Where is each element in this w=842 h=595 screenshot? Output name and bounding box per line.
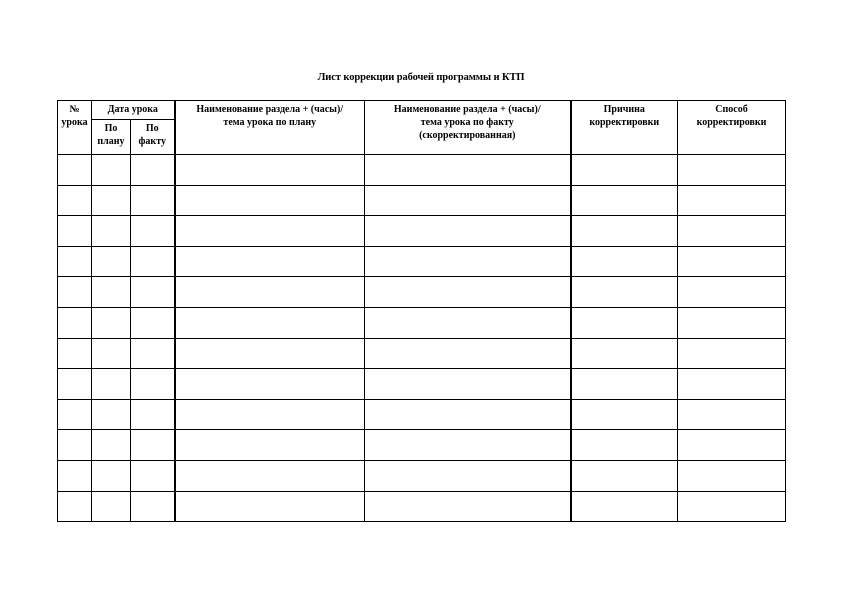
cell-lesson-no[interactable] xyxy=(58,369,92,400)
cell-plan-topic[interactable] xyxy=(175,460,365,491)
cell-by-plan[interactable] xyxy=(92,277,131,308)
cell-method[interactable] xyxy=(678,185,786,216)
cell-by-fact[interactable] xyxy=(131,246,175,277)
header-lesson-date: Дата урока xyxy=(92,101,175,120)
cell-plan-topic[interactable] xyxy=(175,338,365,369)
cell-fact-topic[interactable] xyxy=(365,246,571,277)
cell-plan-topic[interactable] xyxy=(175,369,365,400)
cell-method[interactable] xyxy=(678,338,786,369)
cell-by-plan[interactable] xyxy=(92,399,131,430)
cell-method[interactable] xyxy=(678,155,786,186)
cell-reason[interactable] xyxy=(571,491,678,522)
table-row xyxy=(58,246,786,277)
table-row xyxy=(58,399,786,430)
cell-reason[interactable] xyxy=(571,185,678,216)
cell-plan-topic[interactable] xyxy=(175,155,365,186)
cell-reason[interactable] xyxy=(571,460,678,491)
cell-reason[interactable] xyxy=(571,246,678,277)
cell-by-fact[interactable] xyxy=(131,338,175,369)
cell-by-plan[interactable] xyxy=(92,430,131,461)
cell-method[interactable] xyxy=(678,460,786,491)
table-row xyxy=(58,155,786,186)
cell-by-fact[interactable] xyxy=(131,216,175,247)
cell-reason[interactable] xyxy=(571,338,678,369)
table-row xyxy=(58,185,786,216)
table-row xyxy=(58,307,786,338)
table-row xyxy=(58,338,786,369)
cell-fact-topic[interactable] xyxy=(365,216,571,247)
cell-lesson-no[interactable] xyxy=(58,155,92,186)
cell-method[interactable] xyxy=(678,491,786,522)
header-lesson-no: № урока xyxy=(58,101,92,155)
cell-by-plan[interactable] xyxy=(92,338,131,369)
cell-by-fact[interactable] xyxy=(131,430,175,461)
header-reason: Причина корректировки xyxy=(571,101,678,155)
cell-by-plan[interactable] xyxy=(92,491,131,522)
cell-reason[interactable] xyxy=(571,307,678,338)
cell-lesson-no[interactable] xyxy=(58,491,92,522)
cell-plan-topic[interactable] xyxy=(175,246,365,277)
cell-by-fact[interactable] xyxy=(131,491,175,522)
cell-by-plan[interactable] xyxy=(92,369,131,400)
header-by-plan: По плану xyxy=(92,120,131,155)
cell-method[interactable] xyxy=(678,369,786,400)
header-row-1 xyxy=(58,101,786,120)
cell-fact-topic[interactable] xyxy=(365,430,571,461)
cell-by-fact[interactable] xyxy=(131,185,175,216)
cell-lesson-no[interactable] xyxy=(58,246,92,277)
cell-reason[interactable] xyxy=(571,216,678,247)
document-title: Лист коррекции рабочей программы и КТП xyxy=(317,72,525,83)
cell-by-plan[interactable] xyxy=(92,185,131,216)
table-row xyxy=(58,216,786,247)
cell-lesson-no[interactable] xyxy=(58,460,92,491)
table-row xyxy=(58,369,786,400)
cell-by-fact[interactable] xyxy=(131,369,175,400)
table-body xyxy=(58,155,786,522)
cell-method[interactable] xyxy=(678,277,786,308)
table-row xyxy=(58,277,786,308)
cell-method[interactable] xyxy=(678,430,786,461)
table-row xyxy=(58,491,786,522)
header-plan-topic: Наименование раздела + (часы)/ тема урока по плану xyxy=(175,101,365,155)
cell-by-fact[interactable] xyxy=(131,277,175,308)
cell-plan-topic[interactable] xyxy=(175,277,365,308)
cell-lesson-no[interactable] xyxy=(58,216,92,247)
table-row xyxy=(58,430,786,461)
cell-reason[interactable] xyxy=(571,369,678,400)
cell-method[interactable] xyxy=(678,307,786,338)
cell-fact-topic[interactable] xyxy=(365,307,571,338)
cell-reason[interactable] xyxy=(571,155,678,186)
header-method: Способ корректировки xyxy=(678,101,786,155)
cell-reason[interactable] xyxy=(571,430,678,461)
cell-by-fact[interactable] xyxy=(131,155,175,186)
cell-lesson-no[interactable] xyxy=(58,338,92,369)
cell-by-plan[interactable] xyxy=(92,307,131,338)
cell-lesson-no[interactable] xyxy=(58,307,92,338)
table-row xyxy=(58,460,786,491)
cell-by-plan[interactable] xyxy=(92,216,131,247)
cell-lesson-no[interactable] xyxy=(58,277,92,308)
cell-by-fact[interactable] xyxy=(131,399,175,430)
cell-fact-topic[interactable] xyxy=(365,155,571,186)
cell-plan-topic[interactable] xyxy=(175,185,365,216)
cell-plan-topic[interactable] xyxy=(175,491,365,522)
cell-lesson-no[interactable] xyxy=(58,185,92,216)
header-by-fact: По факту xyxy=(131,120,175,155)
correction-table xyxy=(57,100,786,522)
cell-fact-topic[interactable] xyxy=(365,369,571,400)
cell-fact-topic[interactable] xyxy=(365,399,571,430)
cell-fact-topic[interactable] xyxy=(365,491,571,522)
cell-fact-topic[interactable] xyxy=(365,338,571,369)
cell-lesson-no[interactable] xyxy=(58,399,92,430)
cell-by-fact[interactable] xyxy=(131,460,175,491)
cell-plan-topic[interactable] xyxy=(175,430,365,461)
cell-method[interactable] xyxy=(678,246,786,277)
cell-reason[interactable] xyxy=(571,277,678,308)
cell-plan-topic[interactable] xyxy=(175,399,365,430)
cell-method[interactable] xyxy=(678,216,786,247)
cell-plan-topic[interactable] xyxy=(175,307,365,338)
cell-fact-topic[interactable] xyxy=(365,185,571,216)
cell-fact-topic[interactable] xyxy=(365,277,571,308)
cell-plan-topic[interactable] xyxy=(175,216,365,247)
cell-reason[interactable] xyxy=(571,399,678,430)
header-fact-topic: Наименование раздела + (часы)/ тема урока по факту (скорректированная) xyxy=(365,101,571,155)
cell-fact-topic[interactable] xyxy=(365,460,571,491)
cell-by-fact[interactable] xyxy=(131,307,175,338)
cell-by-plan[interactable] xyxy=(92,246,131,277)
cell-method[interactable] xyxy=(678,399,786,430)
cell-lesson-no[interactable] xyxy=(58,430,92,461)
cell-by-plan[interactable] xyxy=(92,155,131,186)
cell-by-plan[interactable] xyxy=(92,460,131,491)
